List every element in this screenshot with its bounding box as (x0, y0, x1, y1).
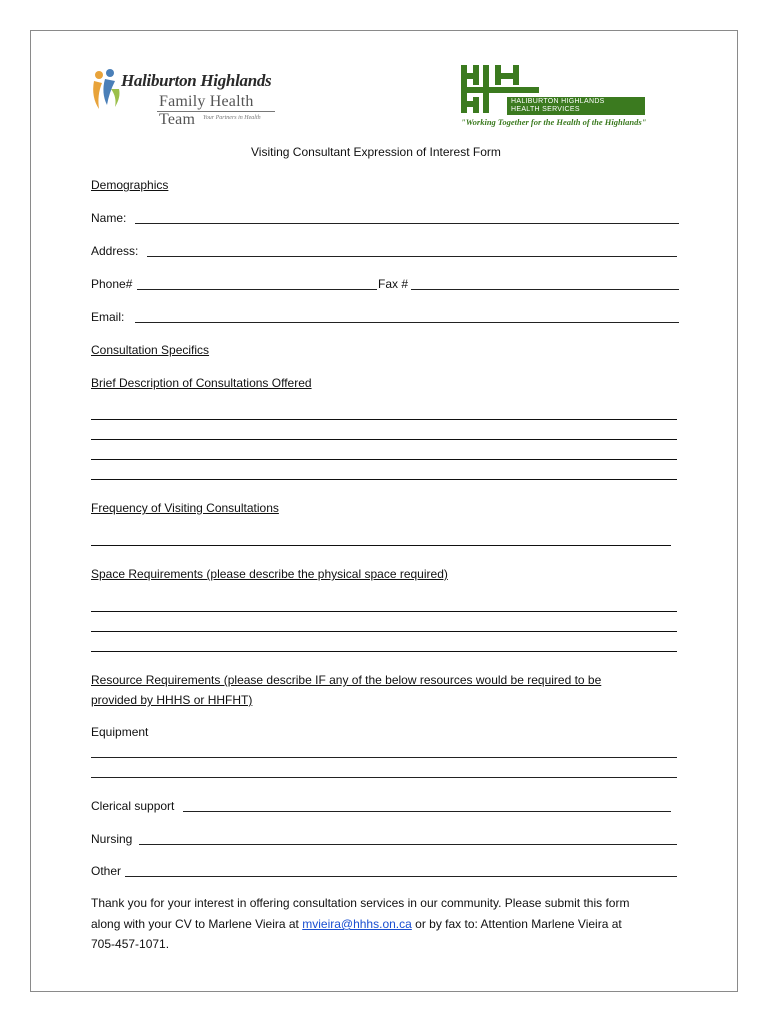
hhhs-name-line2: HEALTH SERVICES (511, 106, 580, 113)
other-field[interactable] (125, 876, 677, 877)
fht-tagline: Your Partners in Health (203, 115, 261, 121)
hhfht-logo (91, 67, 291, 129)
clerical-field[interactable] (183, 811, 671, 812)
address-label: Address: (91, 244, 139, 258)
family-figures-icon (91, 67, 125, 111)
hhhs-name-box (507, 97, 645, 115)
frequency-line[interactable] (91, 545, 671, 546)
fax-label: Fax # (378, 277, 409, 291)
resource-requirements-heading-1: Resource Requirements (please describe IF any of the below resources would be required to be (91, 673, 602, 687)
form-title: Visiting Consultant Expression of Interest Form (251, 145, 501, 159)
fht-name-line2: Family Health Team (159, 93, 254, 128)
equipment-line-2[interactable] (91, 777, 677, 778)
phone-field[interactable] (137, 289, 377, 290)
nursing-field[interactable] (139, 844, 677, 845)
footer-line-2 (91, 917, 622, 931)
hhhs-name-line1: HALIBURTON HIGHLANDS (511, 98, 605, 105)
fax-field[interactable] (411, 289, 679, 290)
contact-email-link[interactable]: mvieira@hhhs.on.ca (302, 917, 412, 931)
description-line-2[interactable] (91, 439, 677, 440)
hhhs-tagline: "Working Together for the Health of the Highlands" (461, 117, 647, 127)
name-label: Name: (91, 211, 127, 225)
hhhs-logo (459, 63, 649, 129)
space-line-3[interactable] (91, 651, 677, 652)
equipment-label: Equipment (91, 725, 149, 739)
demographics-heading: Demographics (91, 178, 169, 192)
footer-text-b: or by fax to: Attention Marlene Vieira at (415, 917, 622, 931)
equipment-line-1[interactable] (91, 757, 677, 758)
space-line-1[interactable] (91, 611, 677, 612)
footer-text-a: along with your CV to Marlene Vieira at (91, 917, 299, 931)
fht-name-line1: Haliburton Highlands (121, 71, 272, 90)
email-label: Email: (91, 310, 125, 324)
description-line-3[interactable] (91, 459, 677, 460)
description-line-1[interactable] (91, 419, 677, 420)
phone-label: Phone# (91, 277, 133, 291)
space-requirements-heading: Space Requirements (please describe the physical space required) (91, 567, 448, 581)
footer-line-1: Thank you for your interest in offering consultation services in our community. Please submit this form (91, 896, 630, 910)
resource-requirements-heading-2: provided by HHHS or HHFHT) (91, 693, 253, 707)
clerical-label: Clerical support (91, 799, 175, 813)
brief-description-heading: Brief Description of Consultations Offered (91, 376, 312, 390)
frequency-heading: Frequency of Visiting Consultations (91, 501, 279, 515)
footer-line-3: 705-457-1071. (91, 937, 170, 951)
consultation-specifics-heading: Consultation Specifics (91, 343, 210, 357)
address-field[interactable] (147, 256, 677, 257)
space-line-2[interactable] (91, 631, 677, 632)
name-field[interactable] (135, 223, 679, 224)
description-line-4[interactable] (91, 479, 677, 480)
email-field[interactable] (135, 322, 679, 323)
nursing-label: Nursing (91, 832, 133, 846)
other-label: Other (91, 864, 122, 878)
form-page (30, 30, 738, 992)
